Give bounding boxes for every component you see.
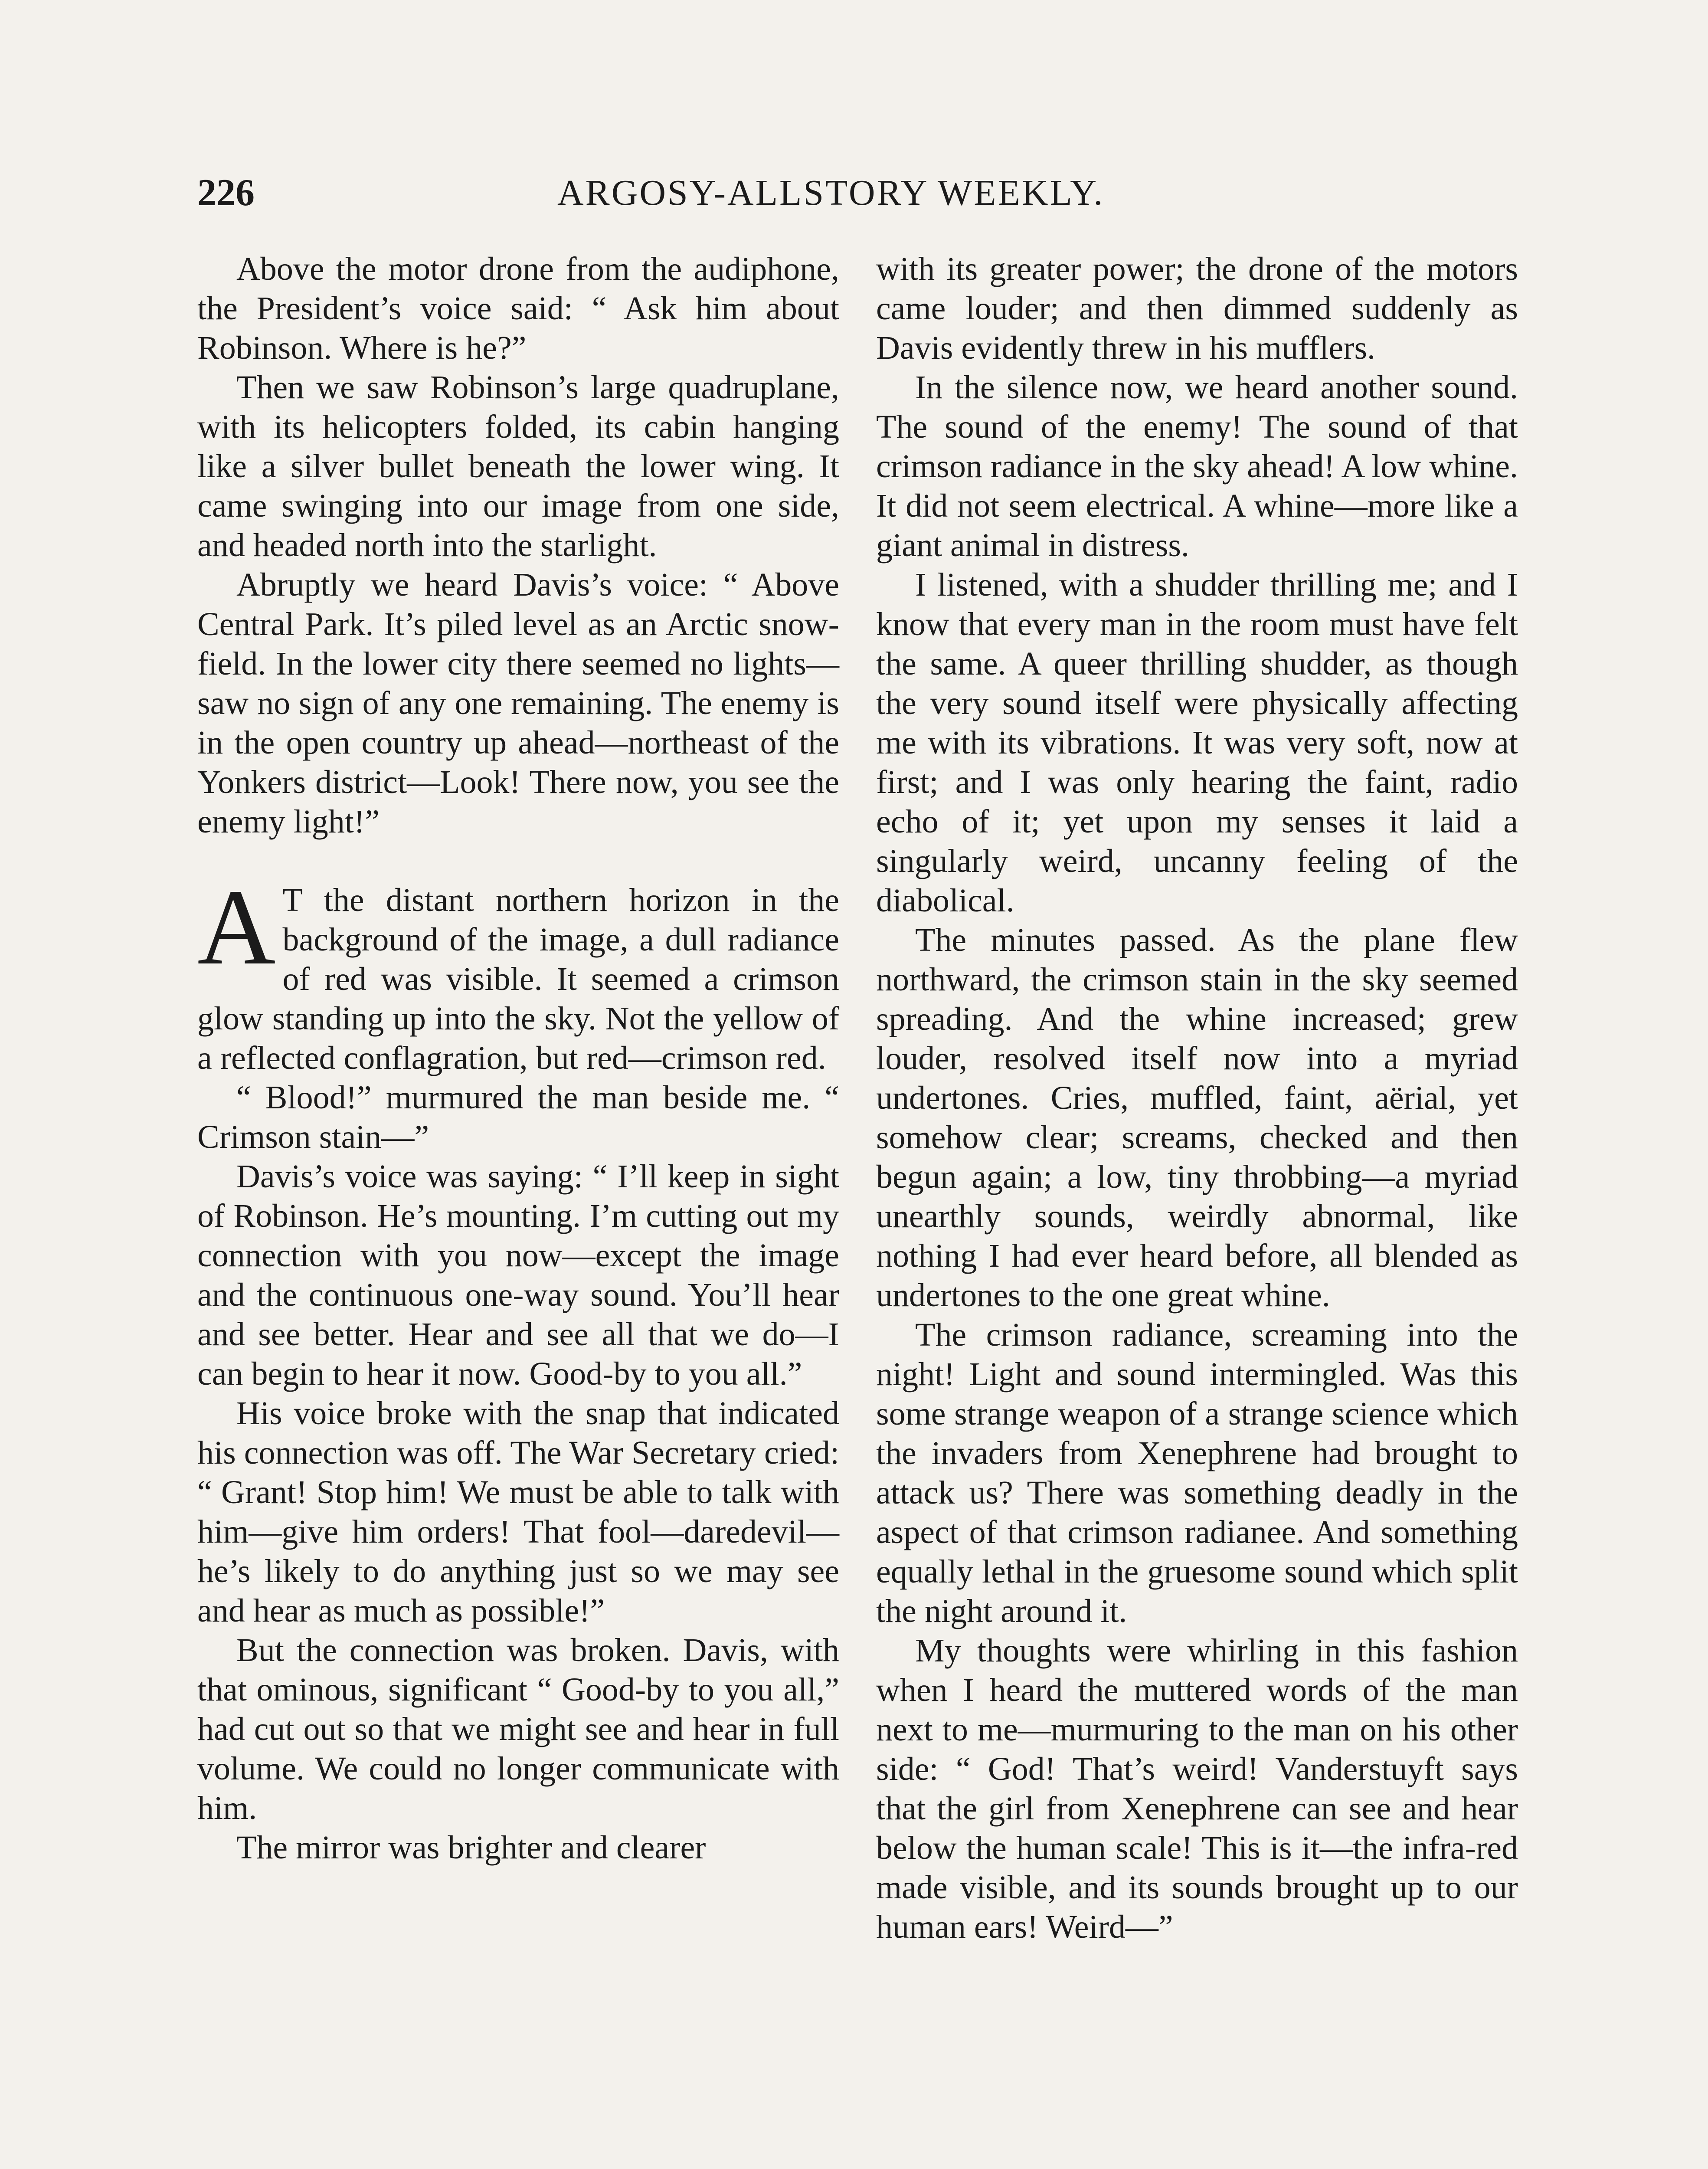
continued-paragraph: with its greater power; the drone of the motors came louder; and then dimmed suddenly as Davis evidently threw in his mufflers. [876,251,1518,366]
paragraph: Then we saw Robinson’s large quadruplane, with its helicopters folded, its cabin hanging like a silver bullet beneath the lower wing. It came swinging into our image from one side, and headed north into the starlight. [197,369,839,564]
drop-cap: A [197,867,276,987]
paragraph: In the silence now, we heard another sound. The sound of the enemy! The sound of that crimson radiance in the sky ahead! A low whine. It did not seem electrical. A whine—more like a giant animal in distress. [876,369,1518,564]
dropcap-paragraph-text: T the distant northern horizon in the background of the image, a dull radiance of red was visible. It seemed a crimson glow standing up into the sky. Not the yellow of a reflected conflagration, but red—crimson red. [197,882,839,1076]
page-header [197,167,1169,219]
page-number: 226 [197,172,255,214]
running-title: ARGOSY-ALLSTORY WEEKLY. [557,173,1105,213]
paragraph: Abruptly we heard Davis’s voice: “ Above Central Park. It’s piled level as an Arctic snow-field. In the lower city there seemed no lights—saw no sign of any one remaining. The enemy is in the open country up ahead—northeast of the Yonkers district—Look! There now, you see the enemy light!” [197,567,839,840]
paragraph: I listened, with a shudder thrilling me; and I know that every man in the room must have felt the same. A queer thrilling shudder, as though the very sound itself were physically affecting me with its vibrations. It was very soft, now at first; and I was only hearing the faint, radio echo of it; yet upon my senses it laid a singularly weird, uncanny feeling of the diabolical. [876,567,1518,919]
left-column [197,249,839,1868]
paragraph: “ Blood!” murmured the man beside me. “ Crimson stain—” [197,1079,839,1155]
paragraph: Davis’s voice was saying: “ I’ll keep in sight of Robinson. He’s mounting. I’m cutting out my connection with you now—except the image and the continuous one-way sound. You’ll hear and see better. Hear and see all that we do—I can begin to hear it now. Good-by to you all.” [197,1158,839,1392]
paragraph: The minutes passed. As the plane flew northward, the crimson stain in the sky seemed spreading. And the whine increased; grew louder, resolved itself now into a myriad undertones. Cries, muffled, faint, aërial, yet somehow clear; screams, checked and then begun again; a low, tiny throbbing—a myriad unearthly sounds, weirdly abnormal, like nothing I had ever heard before, all blended as undertones to the one great whine. [876,922,1518,1314]
right-column [876,249,1518,1947]
paragraph: The crimson radiance, screaming into the night! Light and sound intermingled. Was this some strange weapon of a strange science which the invaders from Xenephrene had brought to attack us? There was something deadly in the aspect of that crimson radianee. And something equally lethal in the gruesome sound which split the night around it. [876,1317,1518,1629]
paragraph: His voice broke with the snap that indicated his connection was off. The War Secretary cried: “ Grant! Stop him! We must be able to talk with him—give him orders! That fool—daredevil—he’s likely to do anything just so we may see and hear as much as possible!” [197,1395,839,1629]
paragraph: Above the motor drone from the audiphone, the President’s voice said: “ Ask him about Robinson. Where is he?” [197,251,839,366]
paragraph: But the connection was broken. Davis, with that ominous, significant “ Good-by to you all,” had cut out so that we might see and hear in full volume. We could no longer communicate with him. [197,1632,839,1826]
dropcap-paragraph [197,867,839,1078]
paragraph: The mirror was brighter and clearer [236,1829,706,1866]
paragraph: My thoughts were whirling in this fashion when I heard the muttered words of the man next to me—murmuring to the man on his other side: “ God! That’s weird! Vanderstuyft says that the girl from Xenephrene can see and hear below the human scale! This is it—the infra-red made visible, and its sounds brought up to our human ears! Weird—” [876,1632,1518,1945]
